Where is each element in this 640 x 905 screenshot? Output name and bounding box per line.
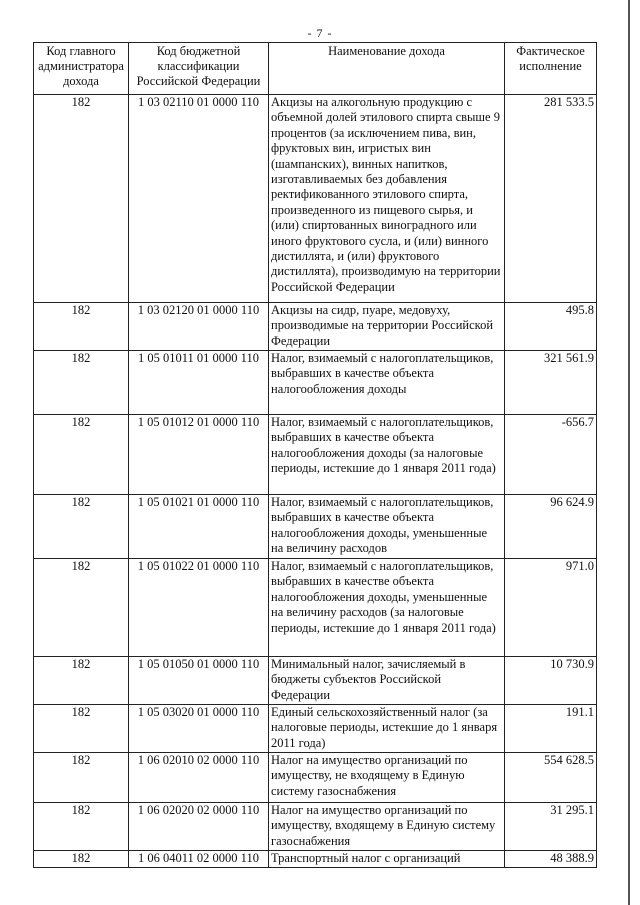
budget-code-cell: 1 05 01021 01 0000 110 (129, 495, 269, 559)
table-row (34, 495, 597, 559)
income-name-cell: Налог, взимаемый с налогоплательщиков, выбравших в качестве объекта налогообложения доходы, уменьшенные на величину расходов (269, 495, 505, 559)
admin-code-cell: 182 (34, 95, 129, 303)
table-row (34, 303, 597, 351)
income-name-cell: Единый сельскохозяйственный налог (за налоговые периоды, истекшие до 1 января 2011 года) (269, 705, 505, 753)
budget-code-cell: 1 05 03020 01 0000 110 (129, 705, 269, 753)
budget-code-cell: 1 05 01050 01 0000 110 (129, 657, 269, 705)
table-row (34, 657, 597, 705)
admin-code-cell: 182 (34, 657, 129, 705)
amount-cell: 281 533.5 (505, 95, 597, 303)
amount-cell: 971.0 (505, 559, 597, 657)
amount-cell: 10 730.9 (505, 657, 597, 705)
admin-code-cell: 182 (34, 351, 129, 415)
income-name-cell: Налог, взимаемый с налогоплательщиков, выбравших в качестве объекта налогообложения доходы (269, 351, 505, 415)
income-name-cell: Налог, взимаемый с налогоплательщиков, выбравших в качестве объекта налогообложения доходы, уменьшенные на величину расходов (за налоговые периоды, истекшие до 1 января 2011 года) (269, 559, 505, 657)
admin-code-cell: 182 (34, 753, 129, 803)
table-row (34, 95, 597, 303)
amount-cell: -656.7 (505, 415, 597, 495)
income-name-cell: Транспортный налог с организаций (269, 851, 505, 868)
header-actual: Фактическое исполнение (505, 43, 597, 95)
table-row (34, 559, 597, 657)
income-name-cell: Акцизы на алкогольную продукцию с объемной долей этилового спирта свыше 9 процентов (за исключением пива, вин, фруктовых вин, игристых вин (шампанских), винных напитков, изготавливаемых без добавления ректификованного этилового спирта, произведенного из пищевого сырья, и (или) спиртованных виноградного или иного фруктового сусла, и (или) винного дистиллята, и (или) фруктового дистиллята), производимую на территории Российской Федерации (269, 95, 505, 303)
admin-code-cell: 182 (34, 803, 129, 851)
budget-code-cell: 1 03 02120 01 0000 110 (129, 303, 269, 351)
amount-cell: 554 628.5 (505, 753, 597, 803)
income-name-cell: Налог на имущество организаций по имуществу, входящему в Единую систему газоснабжения (269, 803, 505, 851)
revenue-table (33, 42, 597, 868)
page-number: - 7 - (307, 26, 333, 40)
admin-code-cell: 182 (34, 559, 129, 657)
income-name-cell: Акцизы на сидр, пуаре, медовуху, производимые на территории Российской Федерации (269, 303, 505, 351)
budget-code-cell: 1 05 01012 01 0000 110 (129, 415, 269, 495)
budget-code-cell: 1 05 01022 01 0000 110 (129, 559, 269, 657)
scan-edge-line (628, 0, 630, 905)
table-row (34, 753, 597, 803)
amount-cell: 31 295.1 (505, 803, 597, 851)
amount-cell: 495.8 (505, 303, 597, 351)
table-row (34, 351, 597, 415)
amount-cell: 191.1 (505, 705, 597, 753)
admin-code-cell: 182 (34, 851, 129, 868)
income-name-cell: Налог на имущество организаций по имуществу, не входящему в Единую систему газоснабжения (269, 753, 505, 803)
budget-code-cell: 1 06 02010 02 0000 110 (129, 753, 269, 803)
admin-code-cell: 182 (34, 495, 129, 559)
table-row (34, 705, 597, 753)
header-admin-code: Код главного администратора дохода (34, 43, 129, 95)
budget-code-cell: 1 06 02020 02 0000 110 (129, 803, 269, 851)
table-header-row (34, 43, 597, 95)
amount-cell: 96 624.9 (505, 495, 597, 559)
table-row (34, 415, 597, 495)
admin-code-cell: 182 (34, 303, 129, 351)
amount-cell: 48 388.9 (505, 851, 597, 868)
admin-code-cell: 182 (34, 415, 129, 495)
budget-code-cell: 1 05 01011 01 0000 110 (129, 351, 269, 415)
header-income-name: Наименование дохода (269, 43, 505, 95)
amount-cell: 321 561.9 (505, 351, 597, 415)
table-row (34, 803, 597, 851)
budget-code-cell: 1 06 04011 02 0000 110 (129, 851, 269, 868)
table-row (34, 851, 597, 868)
income-name-cell: Налог, взимаемый с налогоплательщиков, выбравших в качестве объекта налогообложения доходы (за налоговые периоды, истекшие до 1 января 2011 года) (269, 415, 505, 495)
table-body (34, 95, 597, 868)
admin-code-cell: 182 (34, 705, 129, 753)
header-budget-code: Код бюджетной классификации Российской Федерации (129, 43, 269, 95)
budget-code-cell: 1 03 02110 01 0000 110 (129, 95, 269, 303)
income-name-cell: Минимальный налог, зачисляемый в бюджеты субъектов Российской Федерации (269, 657, 505, 705)
